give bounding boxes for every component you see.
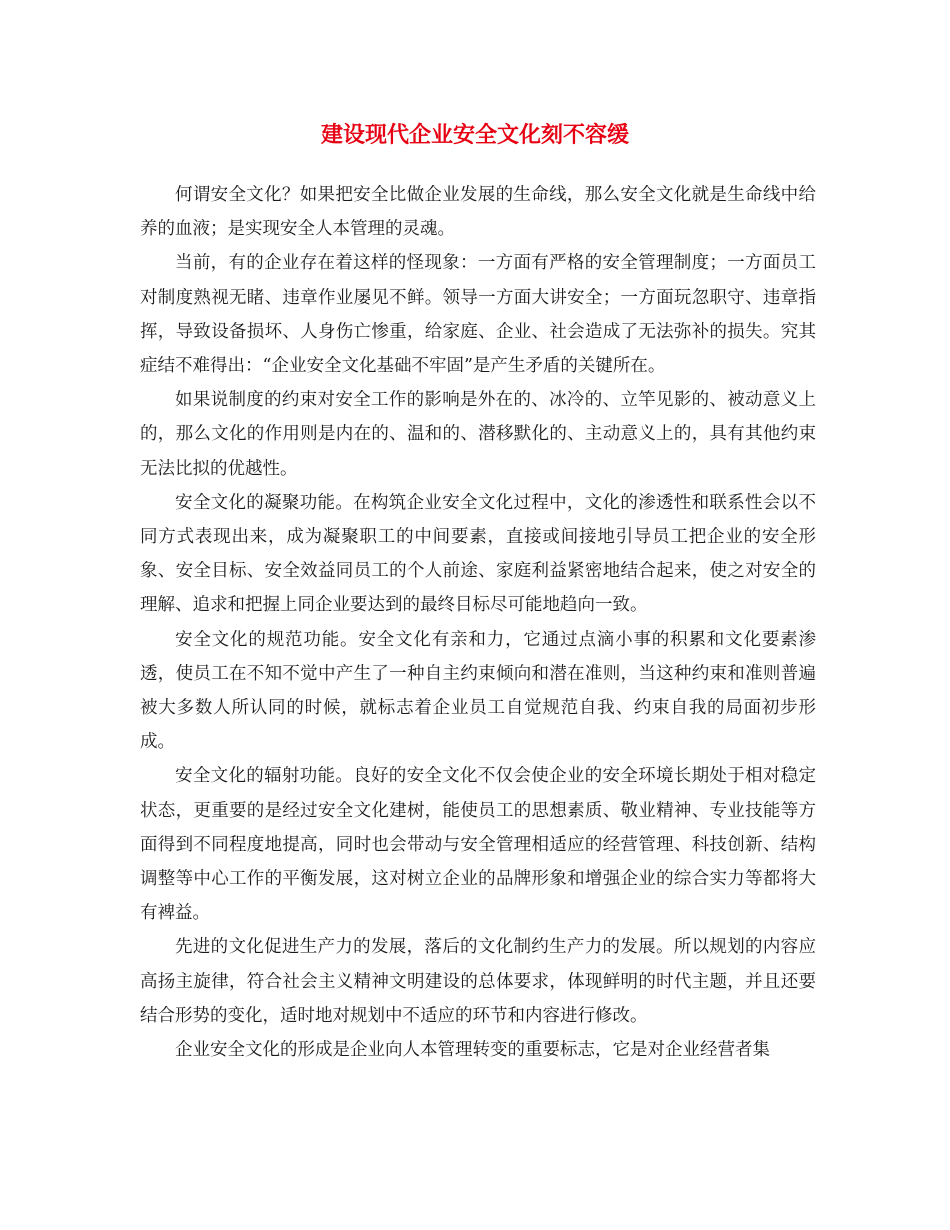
document-title: 建设现代企业安全文化刻不容缓	[320, 122, 629, 148]
paragraph-3: 如果说制度的约束对安全工作的影响是外在的、冰冷的、立竿见影的、被动意义上的，那么文化的作用则是内在的、温和的、潜移默化的、主动意义上的，具有其他约束无法比拟的优越性。	[140, 390, 816, 479]
paragraph-5: 安全文化的规范功能。安全文化有亲和力，它通过点滴小事的积累和文化要素渗透，使员工在不知不觉中产生了一种自主约束倾向和潜在准则，当这种约束和准则普遍被大多数人所认同的时候，就标志着企业员工自觉规范自我、约束自我的局面初步形成。	[140, 629, 816, 753]
document-body	[140, 178, 816, 1067]
paragraph-2: 当前，有的企业存在着这样的怪现象：一方面有严格的安全管理制度；一方面员工对制度熟视无睹、违章作业屡见不鲜。领导一方面大讲安全；一方面玩忽职守、违章指挥，导致设备损坏、人身伤亡惨重，给家庭、企业、社会造成了无法弥补的损失。究其症结不难得出：“企业安全文化基础不牢固”是产生矛盾的关键所在。	[140, 253, 816, 377]
paragraph-7: 先进的文化促进生产力的发展，落后的文化制约生产力的发展。所以规划的内容应高扬主旋律，符合社会主义精神文明建设的总体要求，体现鲜明的时代主题，并且还要结合形势的变化，适时地对规划中不适应的环节和内容进行修改。	[140, 937, 816, 1026]
paragraph-6: 安全文化的辐射功能。良好的安全文化不仅会使企业的安全环境长期处于相对稳定状态，更重要的是经过安全文化建树，能使员工的思想素质、敬业精神、专业技能等方面得到不同程度地提高，同时也会带动与安全管理相适应的经营管理、科技创新、结构调整等中心工作的平衡发展，这对树立企业的品牌形象和增强企业的综合实力等都将大有裨益。	[140, 766, 816, 924]
paragraph-1: 何谓安全文化？如果把安全比做企业发展的生命线，那么安全文化就是生命线中给养的血液；是实现安全人本管理的灵魂。	[140, 185, 816, 240]
paragraph-8: 企业安全文化的形成是企业向人本管理转变的重要标志，它是对企业经营者集	[175, 1040, 770, 1061]
paragraph-4: 安全文化的凝聚功能。在构筑企业安全文化过程中，文化的渗透性和联系性会以不同方式表现出来，成为凝聚职工的中间要素，直接或间接地引导员工把企业的安全形象、安全目标、安全效益同员工的个人前途、家庭利益紧密地结合起来，使之对安全的理解、追求和把握上同企业要达到的最终目标尽可能地趋向一致。	[140, 492, 816, 616]
